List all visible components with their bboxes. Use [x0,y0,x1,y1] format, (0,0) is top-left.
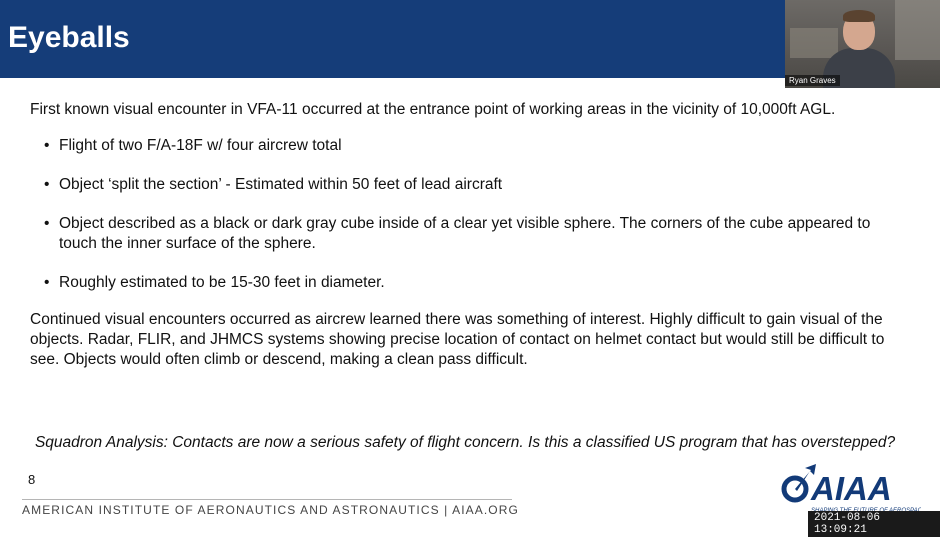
page-number: 8 [28,472,36,487]
aiaa-logo [781,464,921,514]
webcam-background-light [895,0,940,60]
bullet-item: • Roughly estimated to be 15-30 feet in diameter. [44,273,900,293]
slide-title: Eyeballs [8,21,130,54]
footer-text: AMERICAN INSTITUTE OF AERONAUTICS AND ASTRONAUTICS | AIAA.ORG [22,503,519,517]
intro-paragraph: First known visual encounter in VFA-11 occurred at the entrance point of working areas in the vicinity of 10,000ft AGL. [30,101,836,118]
footer-divider [22,499,512,500]
recording-timestamp: 2021-08-06 13:09:21 [808,511,940,537]
continued-paragraph: Continued visual encounters occurred as aircrew learned there was something of interest. Highly difficult to gain visual of the objects. Radar, FLIR, and JHMCS systems showing precise location of contact on helmet contact but would still be difficult to see. Objects would often climb or descend, making a clean pass difficult. [30,311,885,368]
bullet-item: • Object ‘split the section’ - Estimated within 50 feet of lead aircraft [44,175,900,195]
aiaa-logo-text: AIAA [811,470,892,507]
bullet-item: • Object described as a black or dark gray cube inside of a clear yet visible sphere. The corners of the cube appeared to touch the inner surface of the sphere. [44,214,900,254]
webcam-participant-name: Ryan Graves [785,75,840,86]
squadron-analysis: Squadron Analysis: Contacts are now a serious safety of flight concern. Is this a classified US program that has overstepped? [34,434,896,451]
webcam-background [790,28,838,58]
webcam-person-hair [843,10,875,22]
bullet-list [44,136,900,293]
slide-header-bar [0,0,785,78]
bullet-item: • Flight of two F/A-18F w/ four aircrew total [44,136,900,156]
slide-body [30,100,900,370]
webcam-video-tile[interactable] [785,0,940,88]
